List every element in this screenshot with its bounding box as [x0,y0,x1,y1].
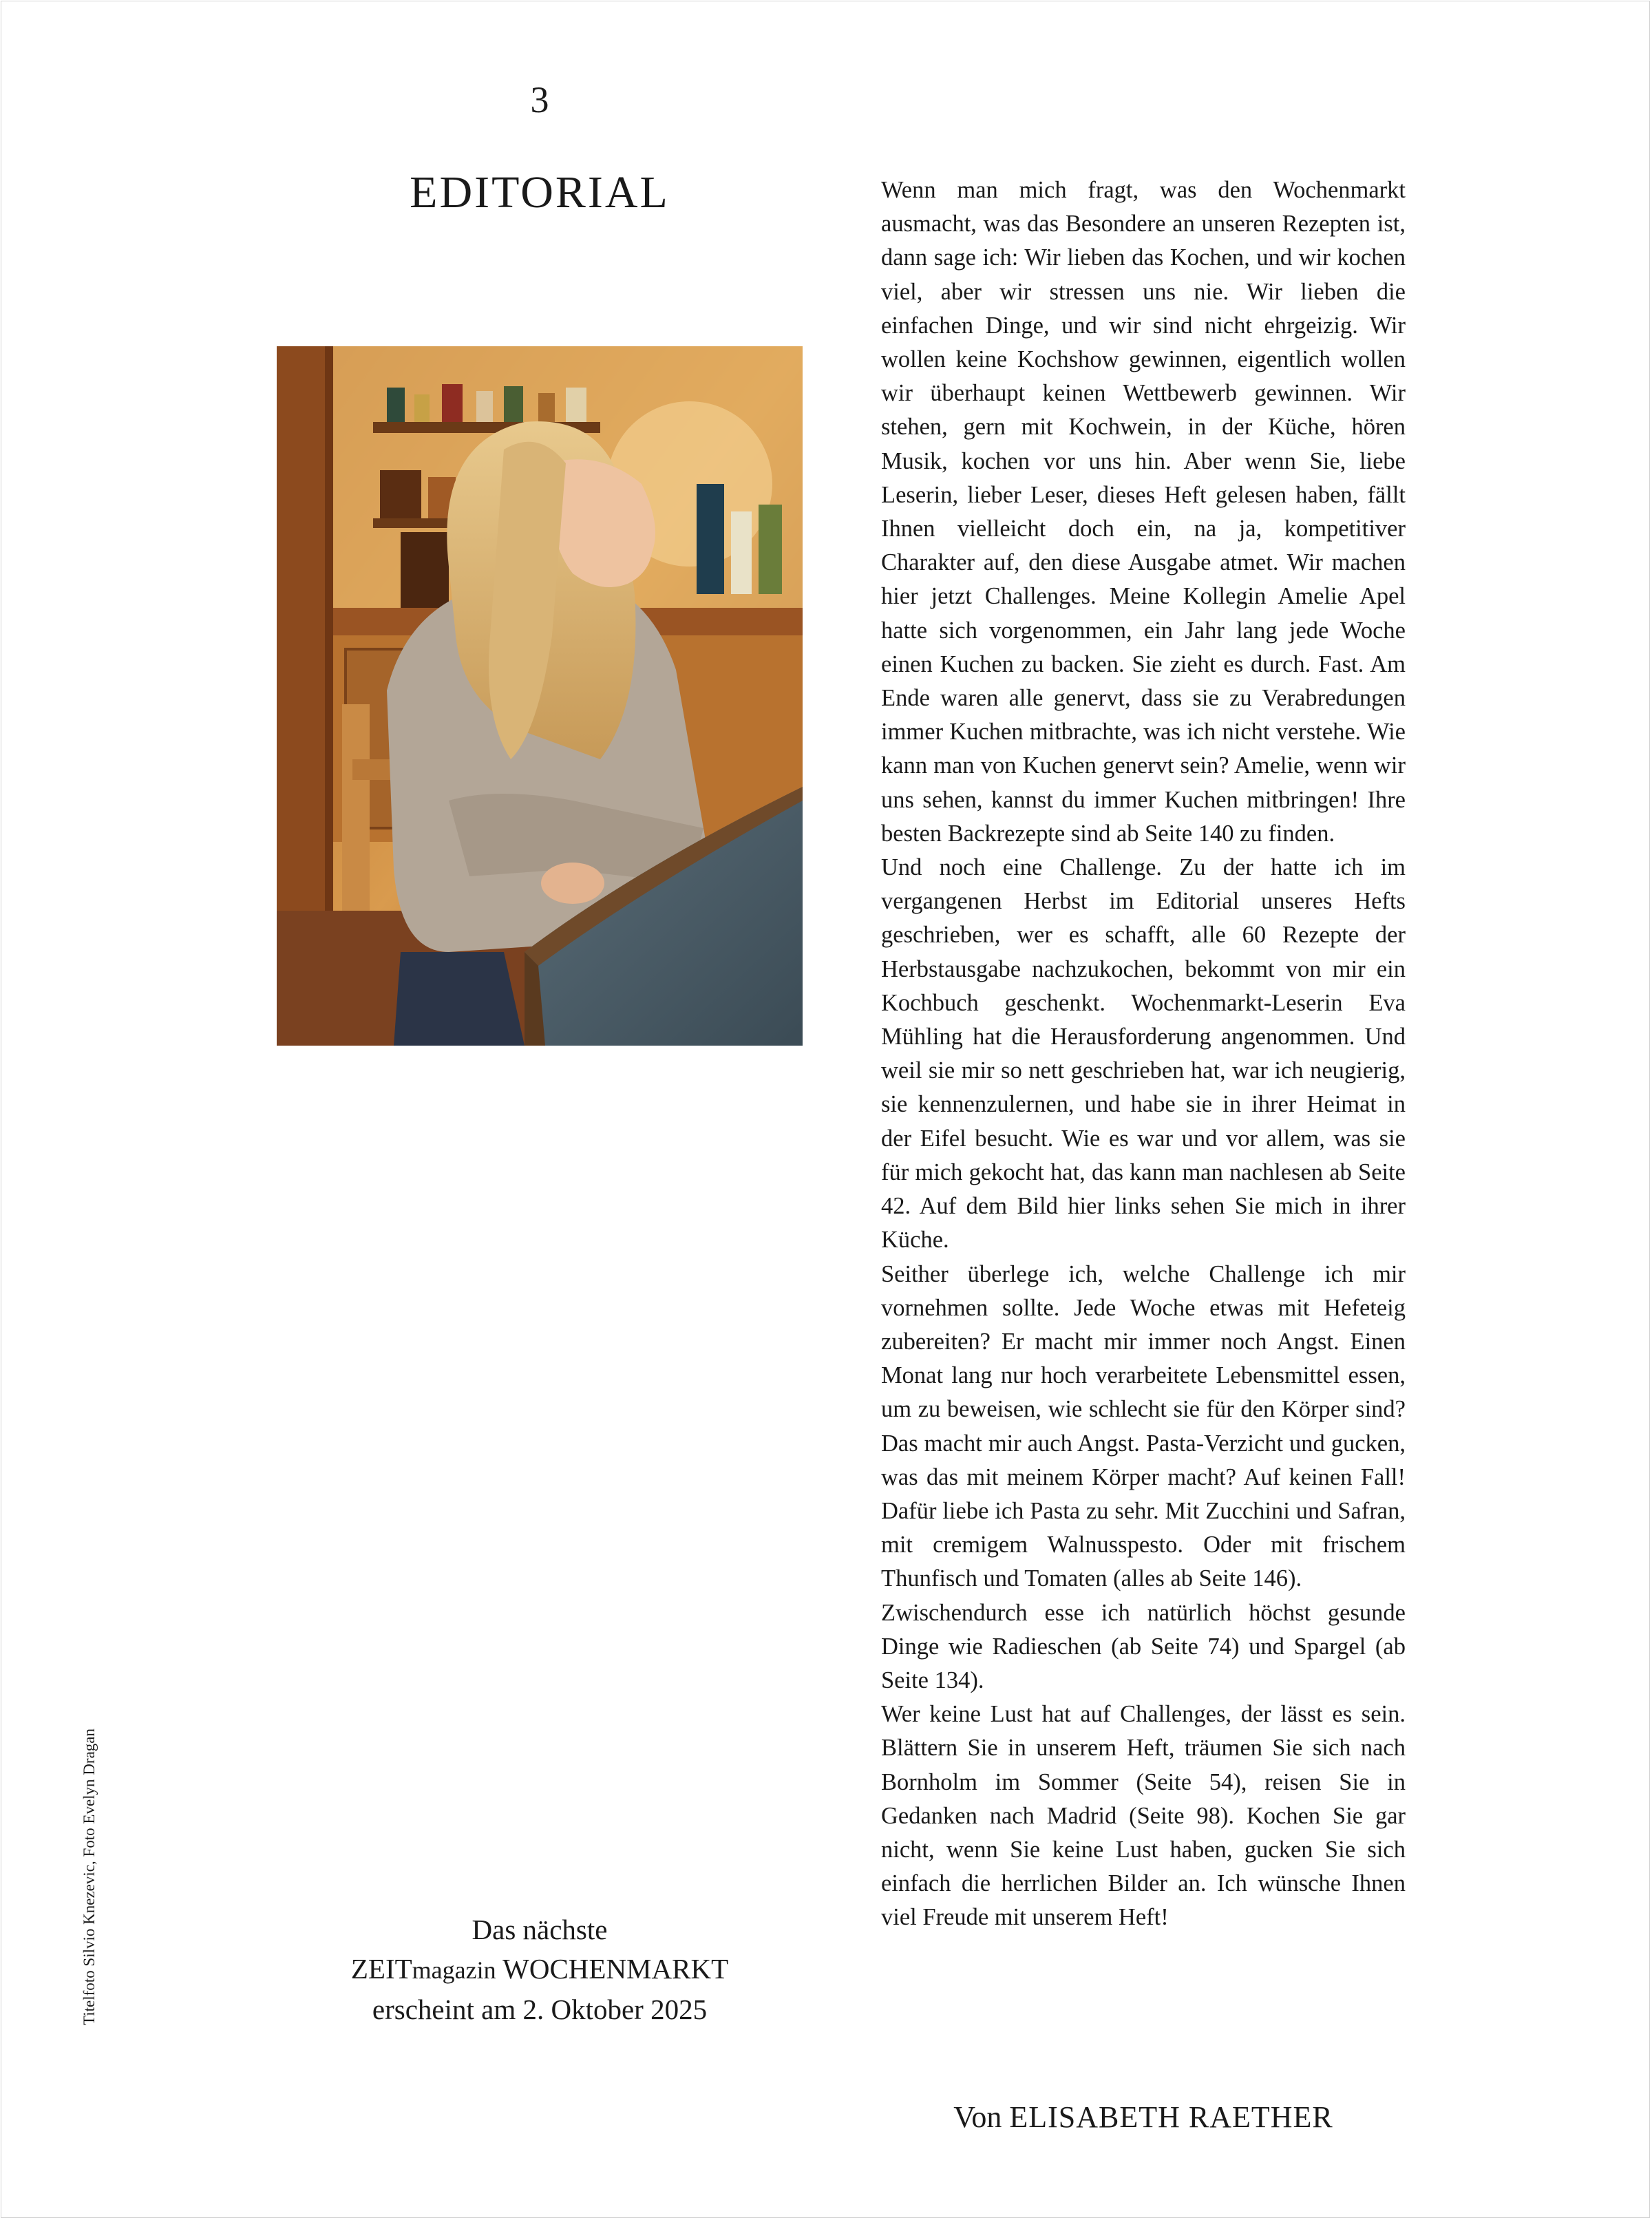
magazine-brand-zeit: ZEIT [350,1953,412,1985]
body-paragraph: Wer keine Lust hat auf Challenges, der lässt es sein. Blättern Sie in unserem Heft, träumen Sie sich nach Bornholm im Sommer (Seite 54), reisen Sie in Gedanken nach Madrid (Seite 98). Kochen Sie gar nicht, wenn Sie keine Lust haben, gucken Sie sich einfach die herrlichen Bilder an. Ich wünsche Ihnen viel Freude mit unserem Heft! [881,1701,1406,1931]
body-paragraph: Seither überlege ich, welche Challenge ich mir vornehmen sollte. Jede Woche etwas mit Hefeteig zubereiten? Er macht mir immer noch Angst. Einen Monat lang nur hoch verarbeitete Lebensmittel essen, um zu beweisen, wie schlecht sie für den Körper sind? Das macht mir auch Angst. Pasta-Verzicht und gucken, was das mit meinem Körper macht? Auf keinen Fall! Dafür liebe ich Pasta zu sehr. Mit Zucchini und Safran, mit cremigem Walnusspesto. Oder mit frischem Thunfisch und Tomaten (alles ab Seite 146). [881,1260,1406,1592]
page-number: 3 [530,79,549,120]
magazine-brand-magazin: magazin [412,1956,496,1984]
byline-author: ELISABETH RAETHER [1009,2100,1333,2134]
next-issue-notice [299,1910,781,2029]
author-photo [277,346,803,1046]
byline-prefix: Von [953,2100,1010,2134]
next-issue-line2 [299,1949,781,1990]
body-paragraph: Wenn man mich fragt, was den Wochenmarkt ausmacht, was das Besondere an unseren Rezepten ist, dann sage ich: Wir lieben das Kochen, und wir kochen viel, aber wir stressen uns nie. Wir lieben die einfachen Dinge, und wir sind nicht ehrgeizig. Wir wollen keine Kochshow gewinnen, eigentlich wollen wir überhaupt keinen Wettbewerb gewinnen. Wir stehen, gern mit Kochwein, in der Küche, hören Musik, kochen vor uns hin. Aber wenn Sie, liebe Leserin, lieber Leser, dieses Heft gelesen haben, fällt Ihnen vielleicht doch ein, na ja, kompetitiver Charakter auf, den diese Ausgabe atmet. Wir machen hier jetzt Challenges. Meine Kollegin Amelie Apel hatte sich vorgenommen, ein Jahr lang jede Woche einen Kuchen zu backen. Sie zieht es durch. Fast. Am Ende waren alle genervt, dass sie zu Verabredungen immer Kuchen mitbrachte, was ich nicht verstehe. Wie kann man von Kuchen genervt sein? Amelie, wenn wir uns sehen, kannst du immer Kuchen mitbringen! Ihre besten Backrezepte sind ab Seite 140 zu finden. [881,177,1406,847]
next-issue-line1: Das nächste [472,1914,608,1945]
body-paragraph: Zwischendurch esse ich natürlich höchst gesunde Dinge wie Radieschen (ab Seite 74) und Spargel (ab Seite 134). [881,1599,1406,1693]
editorial-body [881,173,1406,1935]
magazine-brand-wochenmarkt: WOCHENMARKT [496,1953,729,1985]
body-paragraph: Und noch eine Challenge. Zu der hatte ich im vergangenen Herbst im Editorial unseres Hefts geschrieben, wer es schafft, alle 60 Rezepte der Herbstausgabe nachzukochen, bekommt von mir ein Kochbuch geschenkt. Wochenmarkt-Leserin Eva Mühling hat die Herausforderung angenommen. Und weil sie mir so nett geschrieben hat, war ich neugierig, sie kennenzulernen, und habe sie in ihrer Heimat in der Eifel besucht. Wie es war und vor allem, was sie für mich gekocht hat, das kann man nachlesen ab Seite 42. Auf dem Bild hier links sehen Sie mich in ihrer Küche. [881,854,1406,1254]
byline [881,2098,1406,2137]
photo-credit: Titelfoto Silvio Knezevic, Foto Evelyn Dragan [81,1729,98,2025]
next-issue-date: erscheint am 2. Oktober 2025 [372,1994,708,2025]
section-title: EDITORIAL [410,167,670,218]
